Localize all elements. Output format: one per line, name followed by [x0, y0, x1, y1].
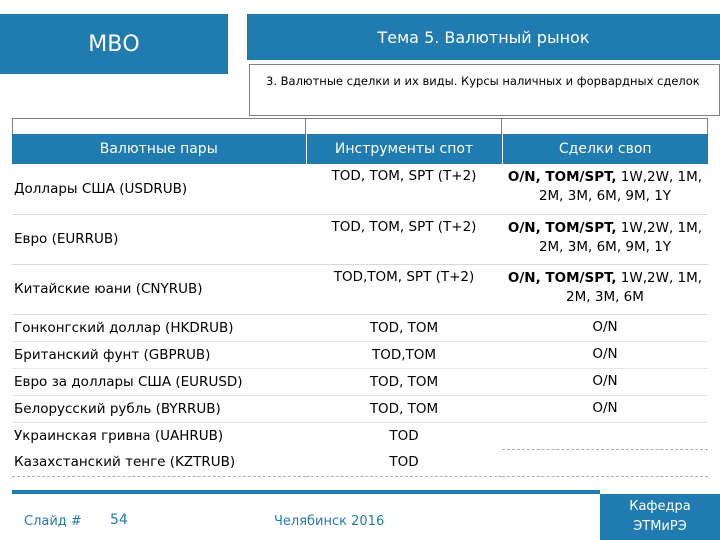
- swap-cell: [502, 264, 708, 314]
- pair-cell: Евро (EURRUB): [12, 214, 306, 264]
- city-year: Челябинск 2016: [274, 514, 385, 529]
- swap-cell: O/N: [502, 314, 708, 341]
- column-header-spot: Инструменты спот: [306, 134, 502, 164]
- spot-cell: TOD, TOM: [306, 395, 502, 422]
- swap-bold-text: O/N, TOM/SPT,: [507, 269, 617, 286]
- slide-number-label: Слайд #: [24, 514, 82, 529]
- currency-table: [12, 134, 708, 477]
- table-row: [12, 422, 708, 449]
- spot-cell: TOD,TOM: [306, 341, 502, 368]
- swap-bold-text: O/N, TOM/SPT,: [507, 219, 617, 236]
- pair-cell: Евро за доллары США (EURUSD): [12, 368, 306, 395]
- pair-cell: Украинская гривна (UAHRUB): [12, 422, 306, 449]
- pair-cell: Белорусский рубль (BYRRUB): [12, 395, 306, 422]
- topic-title: Тема 5. Валютный рынок: [247, 14, 720, 60]
- swap-cell: O/N: [502, 341, 708, 368]
- pair-cell: Британский фунт (GBPRUB): [12, 341, 306, 368]
- spot-cell: TOD, TOM, SPT (T+2): [306, 214, 502, 264]
- pair-cell: Доллары США (USDRUB): [14, 180, 188, 197]
- pair-cell: Казахстанский тенге (KZTRUB): [12, 449, 306, 476]
- swap-rest-text: 1W,2W, 1M, 2M, 3M, 6M: [566, 269, 703, 305]
- spot-cell: TOD, TOM: [306, 314, 502, 341]
- table-row: [12, 395, 708, 422]
- department-badge: [600, 494, 720, 540]
- spot-cell: TOD: [306, 449, 502, 476]
- footer-divider: [12, 490, 600, 494]
- table-top-border: [12, 118, 708, 134]
- spot-cell: TOD, TOM: [306, 368, 502, 395]
- swap-cell: O/N: [502, 395, 708, 422]
- table-row: [12, 368, 708, 395]
- swap-cell: [502, 422, 708, 449]
- swap-cell: [502, 449, 708, 476]
- brand-label: МВО: [0, 14, 228, 74]
- swap-cell: O/N: [502, 368, 708, 395]
- table-row: [12, 264, 708, 314]
- slide-number: 54: [110, 512, 128, 528]
- slide-subtitle: 3. Валютные сделки и их виды. Курсы наличных и форвардных сделок: [249, 64, 720, 116]
- table-row: [12, 341, 708, 368]
- column-header-pairs: Валютные пары: [12, 134, 306, 164]
- swap-rest-text: 1W,2W, 1M, 2M, 3M, 6M, 9M, 1Y: [538, 169, 703, 204]
- pair-cell: Китайские юани (CNYRUB): [12, 264, 306, 314]
- spot-cell: TOD,TOM, SPT (T+2): [306, 264, 502, 314]
- swap-bold-text: O/N, TOM/SPT,: [507, 169, 617, 185]
- table-row: [12, 314, 708, 341]
- currency-table-container: [12, 118, 708, 477]
- swap-cell: [502, 164, 708, 214]
- spot-cell: TOD, TOM, SPT (T+2): [331, 168, 477, 184]
- swap-rest-text: 1W,2W, 1M, 2M, 3M, 6M, 9M, 1Y: [538, 219, 703, 255]
- column-header-swap: Сделки своп: [502, 134, 708, 164]
- department-line-1: Кафедра: [629, 499, 691, 514]
- table-row: [12, 164, 708, 214]
- table-row: [12, 214, 708, 264]
- pair-cell: Гонконгский доллар (HKDRUB): [12, 314, 306, 341]
- spot-cell: TOD: [306, 422, 502, 449]
- swap-cell: [502, 214, 708, 264]
- table-row: [12, 449, 708, 476]
- table-header-row: [12, 134, 708, 164]
- department-line-2: ЭТМиРЭ: [633, 519, 687, 534]
